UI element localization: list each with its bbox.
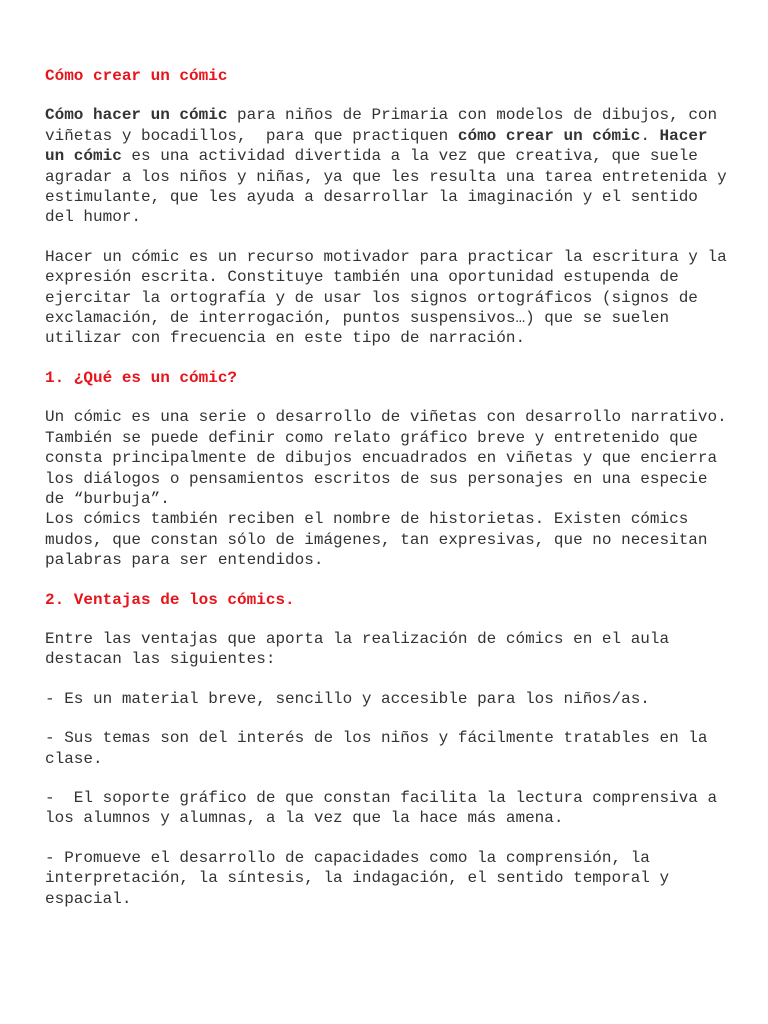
section-2-heading: 2. Ventajas de los cómics. xyxy=(45,590,295,609)
list-item: - Sus temas son del interés de los niños y fácilmente tratables en la clase. xyxy=(45,729,718,768)
intro-bold-2: cómo crear un cómic xyxy=(457,126,641,145)
intro-text-2: . xyxy=(640,126,660,145)
intro-bold-3: Hacer un cómic xyxy=(45,126,718,166)
list-item: - El soporte gráfico de que constan facilita la lectura comprensiva a los alumnos y alumnas, a la vez que la hace más amena. xyxy=(45,788,727,828)
section-2-intro: Entre las ventajas que aporta la realización de cómics en el aula destacan las siguientes: xyxy=(45,629,679,669)
section-1-paragraph-2: Los cómics también reciben el nombre de historietas. Existen cómics mudos, que constan sólo de imágenes, tan expresivas, que no necesitan palabras para ser entendidos. xyxy=(45,510,718,570)
paragraph-2: Hacer un cómic es un recurso motivador para practicar la escritura y la expresión escrita. Constituye también una oportunidad estupenda de ejercitar la ortografía y de usar los signos ortográficos (signos de exclamación, de interrogación, puntos suspensivos…) que se suelen utilizar con frecuencia en este tipo de narración. xyxy=(45,247,737,348)
intro-paragraph xyxy=(45,105,737,227)
section-1-paragraph-1: Un cómic es una serie o desarrollo de viñetas con desarrollo narrativo. También se puede definir como relato gráfico breve y entretenido que consta principalmente de dibujos encuadrados en viñetas y que encierra los diálogos o pensamientos escritos de sus personajes en una especie de “burbuja”. xyxy=(45,408,737,508)
list-item: - Es un material breve, sencillo y accesible para los niños/as. xyxy=(45,689,650,708)
intro-text-1: para niños de Primaria con modelos de dibujos, con viñetas y bocadillos, para que practiquen xyxy=(45,106,727,145)
intro-text-3: es una actividad divertida a la vez que creativa, que suele agradar a los niños y niñas, ya que les resulta una tarea entretenida y estimulante, que les ayuda a desarrollar la imaginación y el sentido del humor. xyxy=(45,147,737,227)
document-title: Cómo crear un cómic xyxy=(45,67,228,85)
section-1-heading: 1. ¿Qué es un cómic? xyxy=(45,368,238,387)
list-item: - Promueve el desarrollo de capacidades como la comprensión, la interpretación, la síntesis, la indagación, el sentido temporal y espacial. xyxy=(45,848,679,908)
intro-bold-1: Cómo hacer un cómic xyxy=(45,106,228,125)
